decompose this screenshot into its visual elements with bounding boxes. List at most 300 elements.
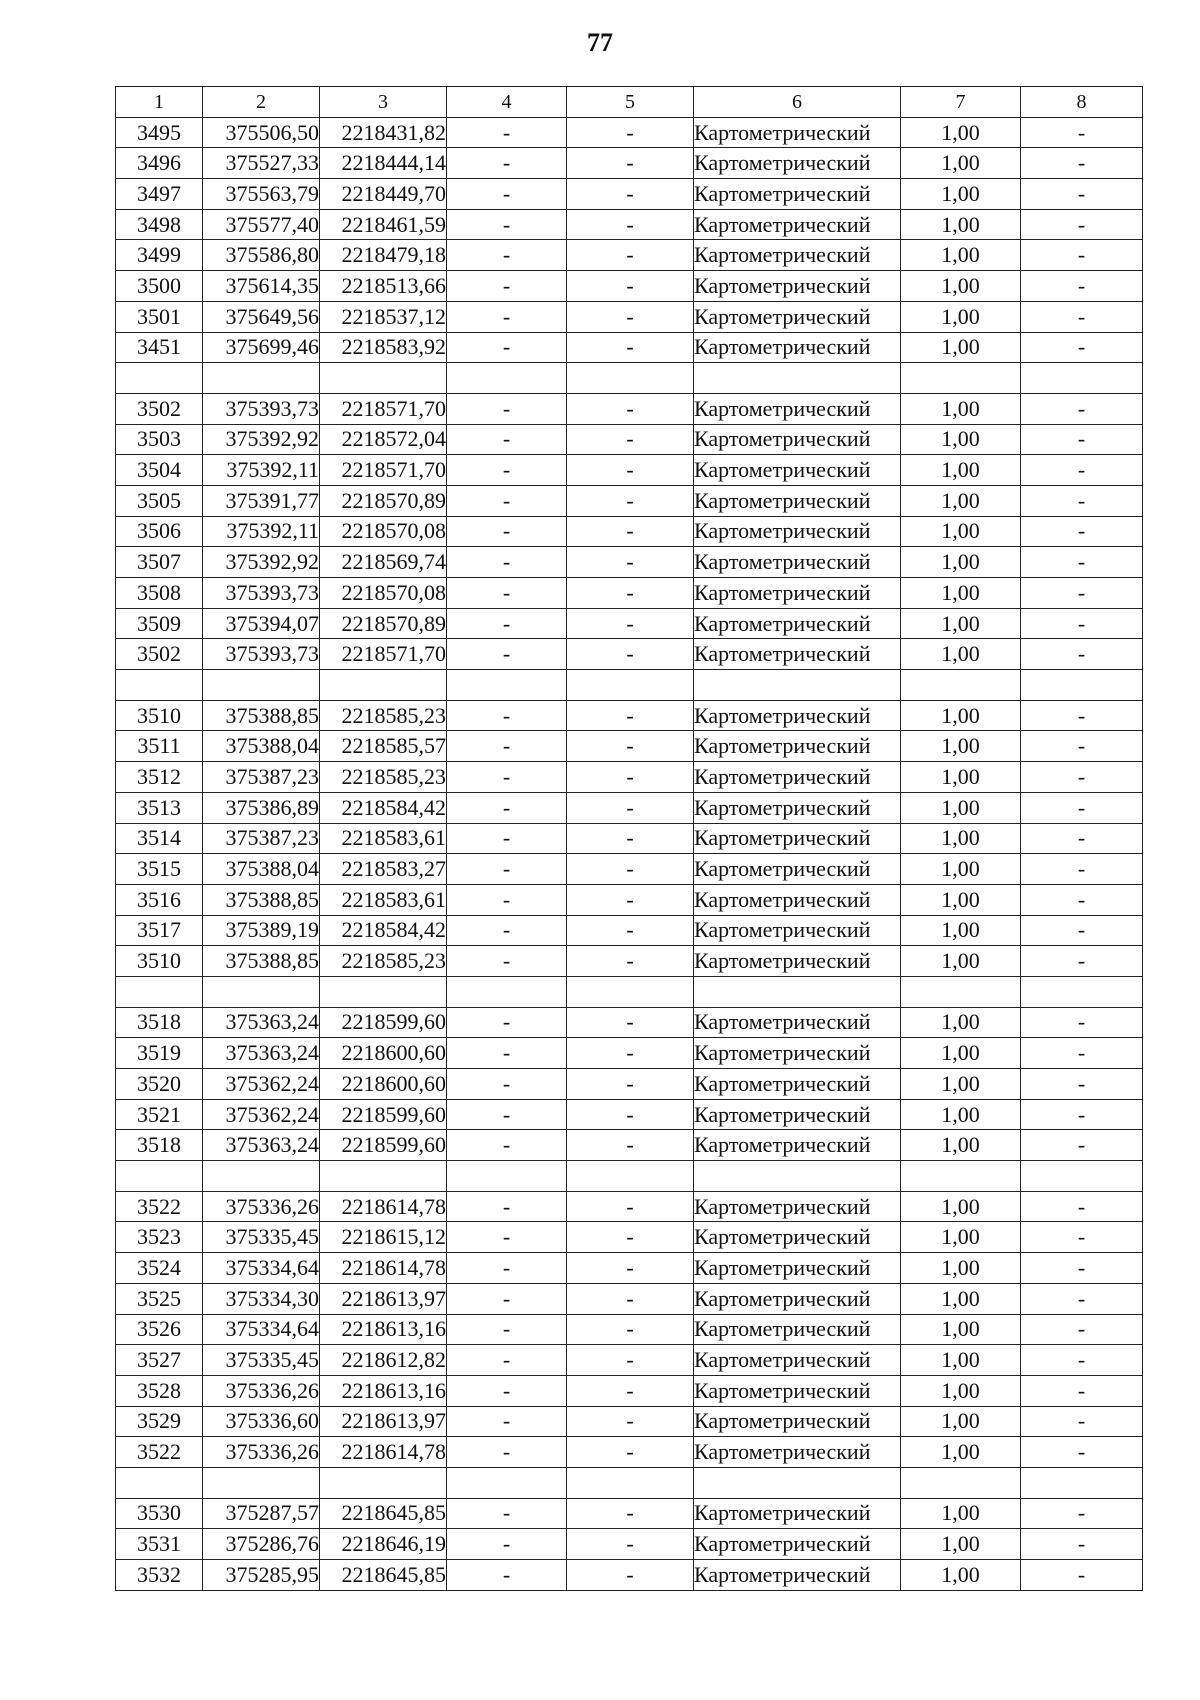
table-cell: 1,00 bbox=[901, 578, 1021, 609]
table-cell: 3530 bbox=[116, 1498, 203, 1529]
table-row bbox=[116, 1406, 1143, 1437]
table-cell: - bbox=[447, 1069, 567, 1100]
table-cell: 1,00 bbox=[901, 301, 1021, 332]
table-cell: - bbox=[567, 1191, 694, 1222]
table-cell: - bbox=[1021, 1222, 1143, 1253]
table-cell: 375388,04 bbox=[203, 854, 320, 885]
table-cell: 3504 bbox=[116, 455, 203, 486]
table-row bbox=[116, 332, 1143, 363]
table-cell: - bbox=[447, 1130, 567, 1161]
empty-cell bbox=[567, 1161, 694, 1192]
empty-cell bbox=[447, 363, 567, 394]
table-cell: 3527 bbox=[116, 1345, 203, 1376]
table-cell: - bbox=[1021, 823, 1143, 854]
empty-cell bbox=[447, 1161, 567, 1192]
table-cell: - bbox=[567, 1437, 694, 1468]
table-cell: 2218646,19 bbox=[320, 1529, 447, 1560]
table-cell: - bbox=[1021, 884, 1143, 915]
table-cell: Картометрический bbox=[694, 485, 901, 516]
table-cell: Картометрический bbox=[694, 1437, 901, 1468]
table-cell: 375336,26 bbox=[203, 1375, 320, 1406]
table-cell: 2218599,60 bbox=[320, 1099, 447, 1130]
table-cell: 3514 bbox=[116, 823, 203, 854]
table-cell: Картометрический bbox=[694, 1222, 901, 1253]
table-cell: 375285,95 bbox=[203, 1560, 320, 1591]
table-cell: 2218585,57 bbox=[320, 731, 447, 762]
table-cell: 1,00 bbox=[901, 854, 1021, 885]
table-cell: Картометрический bbox=[694, 915, 901, 946]
table-cell: 3510 bbox=[116, 700, 203, 731]
table-cell: - bbox=[567, 516, 694, 547]
table-row bbox=[116, 1191, 1143, 1222]
table-row bbox=[116, 608, 1143, 639]
table-cell: 1,00 bbox=[901, 179, 1021, 210]
empty-cell bbox=[203, 1161, 320, 1192]
table-cell: 375389,19 bbox=[203, 915, 320, 946]
empty-cell bbox=[203, 1467, 320, 1498]
table-cell: - bbox=[1021, 179, 1143, 210]
table-cell: - bbox=[567, 1560, 694, 1591]
table-cell: 2218479,18 bbox=[320, 240, 447, 271]
table-cell: Картометрический bbox=[694, 700, 901, 731]
table-cell: 2218584,42 bbox=[320, 915, 447, 946]
table-cell: Картометрический bbox=[694, 547, 901, 578]
table-cell: Картометрический bbox=[694, 608, 901, 639]
table-cell: 1,00 bbox=[901, 1038, 1021, 1069]
column-header: 1 bbox=[116, 87, 203, 118]
table-row bbox=[116, 148, 1143, 179]
table-row bbox=[116, 1038, 1143, 1069]
table-cell: 2218585,23 bbox=[320, 762, 447, 793]
table-cell: - bbox=[447, 148, 567, 179]
empty-cell bbox=[901, 670, 1021, 701]
empty-cell bbox=[1021, 1161, 1143, 1192]
empty-cell bbox=[694, 670, 901, 701]
table-cell: - bbox=[1021, 915, 1143, 946]
separator-row bbox=[116, 1467, 1143, 1498]
table-cell: 3497 bbox=[116, 179, 203, 210]
table-cell: Картометрический bbox=[694, 823, 901, 854]
table-row bbox=[116, 946, 1143, 977]
table-cell: 1,00 bbox=[901, 1007, 1021, 1038]
table-cell: 3511 bbox=[116, 731, 203, 762]
table-cell: 3498 bbox=[116, 209, 203, 240]
column-header: 3 bbox=[320, 87, 447, 118]
table-cell: - bbox=[567, 608, 694, 639]
table-cell: 2218583,92 bbox=[320, 332, 447, 363]
table-row bbox=[116, 1253, 1143, 1284]
table-cell: - bbox=[1021, 1099, 1143, 1130]
table-cell: - bbox=[567, 485, 694, 516]
table-cell: Картометрический bbox=[694, 1406, 901, 1437]
table-cell: 3516 bbox=[116, 884, 203, 915]
table-cell: 375506,50 bbox=[203, 117, 320, 148]
table-cell: - bbox=[1021, 1130, 1143, 1161]
column-header: 4 bbox=[447, 87, 567, 118]
empty-cell bbox=[694, 1467, 901, 1498]
table-cell: 2218572,04 bbox=[320, 424, 447, 455]
table-cell: - bbox=[447, 1099, 567, 1130]
table-row bbox=[116, 455, 1143, 486]
table-cell: - bbox=[447, 1406, 567, 1437]
table-cell: Картометрический bbox=[694, 240, 901, 271]
table-cell: Картометрический bbox=[694, 731, 901, 762]
table-cell: Картометрический bbox=[694, 762, 901, 793]
table-cell: - bbox=[447, 179, 567, 210]
table-cell: - bbox=[1021, 1498, 1143, 1529]
table-cell: 3520 bbox=[116, 1069, 203, 1100]
table-cell: 3502 bbox=[116, 393, 203, 424]
table-cell: 375614,35 bbox=[203, 271, 320, 302]
table-cell: 375363,24 bbox=[203, 1130, 320, 1161]
table-cell: - bbox=[567, 639, 694, 670]
table-cell: - bbox=[1021, 731, 1143, 762]
table-row bbox=[116, 823, 1143, 854]
table-cell: Картометрический bbox=[694, 117, 901, 148]
table-row bbox=[116, 578, 1143, 609]
table-cell: - bbox=[447, 1437, 567, 1468]
table-cell: - bbox=[1021, 854, 1143, 885]
table-row bbox=[116, 271, 1143, 302]
table-cell: - bbox=[567, 854, 694, 885]
table-cell: 3529 bbox=[116, 1406, 203, 1437]
table-cell: - bbox=[1021, 1560, 1143, 1591]
empty-cell bbox=[567, 670, 694, 701]
table-cell: 1,00 bbox=[901, 455, 1021, 486]
table-cell: 1,00 bbox=[901, 240, 1021, 271]
table-cell: 1,00 bbox=[901, 1406, 1021, 1437]
table-cell: 375336,26 bbox=[203, 1191, 320, 1222]
table-cell: - bbox=[447, 1560, 567, 1591]
table-cell: 375577,40 bbox=[203, 209, 320, 240]
table-cell: - bbox=[1021, 792, 1143, 823]
table-cell: - bbox=[447, 608, 567, 639]
table-cell: - bbox=[447, 639, 567, 670]
table-cell: - bbox=[447, 1253, 567, 1284]
column-header: 6 bbox=[694, 87, 901, 118]
empty-cell bbox=[694, 1161, 901, 1192]
table-cell: 2218614,78 bbox=[320, 1191, 447, 1222]
table-cell: 375362,24 bbox=[203, 1099, 320, 1130]
table-cell: - bbox=[567, 424, 694, 455]
table-row bbox=[116, 792, 1143, 823]
table-cell: - bbox=[447, 946, 567, 977]
table-cell: - bbox=[567, 1069, 694, 1100]
table-cell: 375386,89 bbox=[203, 792, 320, 823]
table-row bbox=[116, 854, 1143, 885]
table-cell: - bbox=[1021, 332, 1143, 363]
table-row bbox=[116, 731, 1143, 762]
table-cell: - bbox=[447, 1498, 567, 1529]
empty-cell bbox=[203, 670, 320, 701]
table-cell: 3499 bbox=[116, 240, 203, 271]
table-cell: 1,00 bbox=[901, 823, 1021, 854]
separator-row bbox=[116, 363, 1143, 394]
table-cell: - bbox=[447, 301, 567, 332]
table-cell: 375699,46 bbox=[203, 332, 320, 363]
table-cell: 375392,92 bbox=[203, 547, 320, 578]
table-row bbox=[116, 1283, 1143, 1314]
table-cell: 375527,33 bbox=[203, 148, 320, 179]
table-cell: 1,00 bbox=[901, 1498, 1021, 1529]
table-cell: 3507 bbox=[116, 547, 203, 578]
table-cell: 2218599,60 bbox=[320, 1007, 447, 1038]
table-cell: Картометрический bbox=[694, 1099, 901, 1130]
table-cell: Картометрический bbox=[694, 1375, 901, 1406]
table-cell: - bbox=[447, 700, 567, 731]
table-cell: - bbox=[447, 823, 567, 854]
table-cell: 2218615,12 bbox=[320, 1222, 447, 1253]
table-cell: 375336,60 bbox=[203, 1406, 320, 1437]
table-cell: 2218584,42 bbox=[320, 792, 447, 823]
table-cell: - bbox=[567, 179, 694, 210]
table-cell: - bbox=[567, 332, 694, 363]
table-cell: 1,00 bbox=[901, 639, 1021, 670]
table-cell: - bbox=[1021, 700, 1143, 731]
table-cell: - bbox=[1021, 1529, 1143, 1560]
column-header: 2 bbox=[203, 87, 320, 118]
table-cell: 2218570,08 bbox=[320, 578, 447, 609]
table-cell: - bbox=[1021, 762, 1143, 793]
table-cell: - bbox=[447, 731, 567, 762]
empty-cell bbox=[694, 976, 901, 1007]
table-cell: Картометрический bbox=[694, 578, 901, 609]
table-cell: 2218537,12 bbox=[320, 301, 447, 332]
table-cell: - bbox=[1021, 424, 1143, 455]
table-cell: 1,00 bbox=[901, 1345, 1021, 1376]
table-cell: - bbox=[447, 1038, 567, 1069]
table-cell: - bbox=[447, 1345, 567, 1376]
empty-cell bbox=[320, 670, 447, 701]
table-cell: 2218461,59 bbox=[320, 209, 447, 240]
table-cell: 1,00 bbox=[901, 547, 1021, 578]
table-cell: 3502 bbox=[116, 639, 203, 670]
table-cell: 2218570,89 bbox=[320, 485, 447, 516]
table-row bbox=[116, 1375, 1143, 1406]
empty-cell bbox=[1021, 363, 1143, 394]
table-cell: 3525 bbox=[116, 1283, 203, 1314]
table-cell: 2218613,97 bbox=[320, 1406, 447, 1437]
column-header: 5 bbox=[567, 87, 694, 118]
table-row bbox=[116, 1529, 1143, 1560]
table-cell: 375388,04 bbox=[203, 731, 320, 762]
table-cell: 3521 bbox=[116, 1099, 203, 1130]
table-cell: - bbox=[1021, 1406, 1143, 1437]
table-cell: 2218431,82 bbox=[320, 117, 447, 148]
empty-cell bbox=[320, 1467, 447, 1498]
table-cell: - bbox=[567, 1222, 694, 1253]
table-cell: 1,00 bbox=[901, 424, 1021, 455]
empty-cell bbox=[320, 1161, 447, 1192]
table-cell: - bbox=[567, 393, 694, 424]
table-cell: Картометрический bbox=[694, 1253, 901, 1284]
separator-row bbox=[116, 1161, 1143, 1192]
table-cell: 375334,64 bbox=[203, 1253, 320, 1284]
table-row bbox=[116, 1345, 1143, 1376]
table-cell: 375391,77 bbox=[203, 485, 320, 516]
table-cell: - bbox=[447, 516, 567, 547]
table-cell: 375392,11 bbox=[203, 455, 320, 486]
table-cell: 2218513,66 bbox=[320, 271, 447, 302]
table-cell: 375393,73 bbox=[203, 393, 320, 424]
table-cell: 1,00 bbox=[901, 762, 1021, 793]
table-cell: 2218599,60 bbox=[320, 1130, 447, 1161]
table-cell: - bbox=[447, 1375, 567, 1406]
table-cell: Картометрический bbox=[694, 148, 901, 179]
table-cell: 1,00 bbox=[901, 516, 1021, 547]
table-cell: 3500 bbox=[116, 271, 203, 302]
table-row bbox=[116, 1130, 1143, 1161]
table-cell: 2218600,60 bbox=[320, 1069, 447, 1100]
table-cell: - bbox=[567, 455, 694, 486]
table-cell: Картометрический bbox=[694, 1314, 901, 1345]
table-cell: 3509 bbox=[116, 608, 203, 639]
table-cell: - bbox=[567, 1130, 694, 1161]
table-cell: 3518 bbox=[116, 1130, 203, 1161]
table-cell: 375586,80 bbox=[203, 240, 320, 271]
table-cell: - bbox=[1021, 1314, 1143, 1345]
empty-cell bbox=[1021, 670, 1143, 701]
table-cell: 375563,79 bbox=[203, 179, 320, 210]
table-cell: 3501 bbox=[116, 301, 203, 332]
table-cell: 1,00 bbox=[901, 1191, 1021, 1222]
table-cell: 375287,57 bbox=[203, 1498, 320, 1529]
table-cell: - bbox=[567, 762, 694, 793]
table-cell: 375649,56 bbox=[203, 301, 320, 332]
table-cell: - bbox=[1021, 148, 1143, 179]
table-cell: 375393,73 bbox=[203, 578, 320, 609]
table-cell: 1,00 bbox=[901, 485, 1021, 516]
empty-cell bbox=[116, 1467, 203, 1498]
table-cell: 3523 bbox=[116, 1222, 203, 1253]
table-cell: 1,00 bbox=[901, 1222, 1021, 1253]
table-cell: 375393,73 bbox=[203, 639, 320, 670]
table-cell: - bbox=[1021, 1437, 1143, 1468]
table-cell: - bbox=[447, 332, 567, 363]
table-cell: Картометрический bbox=[694, 301, 901, 332]
table-cell: - bbox=[1021, 1191, 1143, 1222]
table-row bbox=[116, 516, 1143, 547]
table-cell: Картометрический bbox=[694, 1560, 901, 1591]
table-cell: 1,00 bbox=[901, 792, 1021, 823]
table-cell: - bbox=[1021, 516, 1143, 547]
table-cell: 2218571,70 bbox=[320, 455, 447, 486]
table-cell: 3505 bbox=[116, 485, 203, 516]
table-cell: Картометрический bbox=[694, 1529, 901, 1560]
table-cell: - bbox=[1021, 639, 1143, 670]
table-cell: 2218645,85 bbox=[320, 1560, 447, 1591]
table-cell: - bbox=[567, 1038, 694, 1069]
table-row bbox=[116, 179, 1143, 210]
table-cell: - bbox=[567, 209, 694, 240]
table-cell: 3519 bbox=[116, 1038, 203, 1069]
table-cell: - bbox=[447, 884, 567, 915]
table-cell: Картометрический bbox=[694, 209, 901, 240]
table-cell: - bbox=[1021, 271, 1143, 302]
table-cell: 1,00 bbox=[901, 1253, 1021, 1284]
table-cell: 1,00 bbox=[901, 1283, 1021, 1314]
table-cell: Картометрический bbox=[694, 271, 901, 302]
table-cell: 3526 bbox=[116, 1314, 203, 1345]
empty-cell bbox=[567, 363, 694, 394]
table-cell: 3522 bbox=[116, 1437, 203, 1468]
table-cell: Картометрический bbox=[694, 1038, 901, 1069]
table-cell: - bbox=[447, 1314, 567, 1345]
table-cell: - bbox=[447, 455, 567, 486]
table-cell: - bbox=[567, 1406, 694, 1437]
table-cell: 3515 bbox=[116, 854, 203, 885]
table-row bbox=[116, 393, 1143, 424]
table-row bbox=[116, 1560, 1143, 1591]
table-cell: - bbox=[567, 915, 694, 946]
table-cell: - bbox=[1021, 1038, 1143, 1069]
table-cell: - bbox=[447, 1007, 567, 1038]
table-row bbox=[116, 1314, 1143, 1345]
table-cell: - bbox=[1021, 393, 1143, 424]
empty-cell bbox=[447, 976, 567, 1007]
table-cell: - bbox=[447, 854, 567, 885]
table-cell: - bbox=[1021, 547, 1143, 578]
table-cell: - bbox=[567, 731, 694, 762]
table-cell: 3512 bbox=[116, 762, 203, 793]
table-row bbox=[116, 762, 1143, 793]
table-cell: - bbox=[567, 884, 694, 915]
table-cell: 375388,85 bbox=[203, 946, 320, 977]
table-cell: 1,00 bbox=[901, 1560, 1021, 1591]
table-cell: 1,00 bbox=[901, 1130, 1021, 1161]
table-cell: Картометрический bbox=[694, 1069, 901, 1100]
table-cell: - bbox=[447, 1222, 567, 1253]
table-cell: 375334,30 bbox=[203, 1283, 320, 1314]
table-cell: - bbox=[1021, 1283, 1143, 1314]
table-cell: 3518 bbox=[116, 1007, 203, 1038]
table-cell: 1,00 bbox=[901, 271, 1021, 302]
empty-cell bbox=[447, 1467, 567, 1498]
table-cell: - bbox=[1021, 117, 1143, 148]
table-cell: 1,00 bbox=[901, 700, 1021, 731]
table-cell: 2218614,78 bbox=[320, 1253, 447, 1284]
table-cell: - bbox=[567, 1099, 694, 1130]
table-cell: - bbox=[447, 424, 567, 455]
table-cell: - bbox=[1021, 1007, 1143, 1038]
empty-cell bbox=[116, 1161, 203, 1192]
table-cell: 2218570,08 bbox=[320, 516, 447, 547]
empty-cell bbox=[901, 363, 1021, 394]
table-cell: Картометрический bbox=[694, 424, 901, 455]
table-cell: 2218585,23 bbox=[320, 946, 447, 977]
table-cell: 1,00 bbox=[901, 1314, 1021, 1345]
table-cell: - bbox=[1021, 301, 1143, 332]
table-cell: 1,00 bbox=[901, 731, 1021, 762]
table-cell: 2218570,89 bbox=[320, 608, 447, 639]
table-cell: 3524 bbox=[116, 1253, 203, 1284]
table-cell: 375363,24 bbox=[203, 1007, 320, 1038]
table-cell: 2218585,23 bbox=[320, 700, 447, 731]
table-cell: - bbox=[447, 393, 567, 424]
table-cell: - bbox=[567, 1529, 694, 1560]
table-cell: 375362,24 bbox=[203, 1069, 320, 1100]
table-row bbox=[116, 485, 1143, 516]
table-cell: 2218569,74 bbox=[320, 547, 447, 578]
table-cell: 375335,45 bbox=[203, 1345, 320, 1376]
table-cell: 1,00 bbox=[901, 1375, 1021, 1406]
table-cell: 2218613,97 bbox=[320, 1283, 447, 1314]
coordinates-table bbox=[115, 86, 1143, 1591]
table-cell: 375363,24 bbox=[203, 1038, 320, 1069]
table-cell: - bbox=[447, 915, 567, 946]
table-cell: 375336,26 bbox=[203, 1437, 320, 1468]
table-cell: Картометрический bbox=[694, 792, 901, 823]
